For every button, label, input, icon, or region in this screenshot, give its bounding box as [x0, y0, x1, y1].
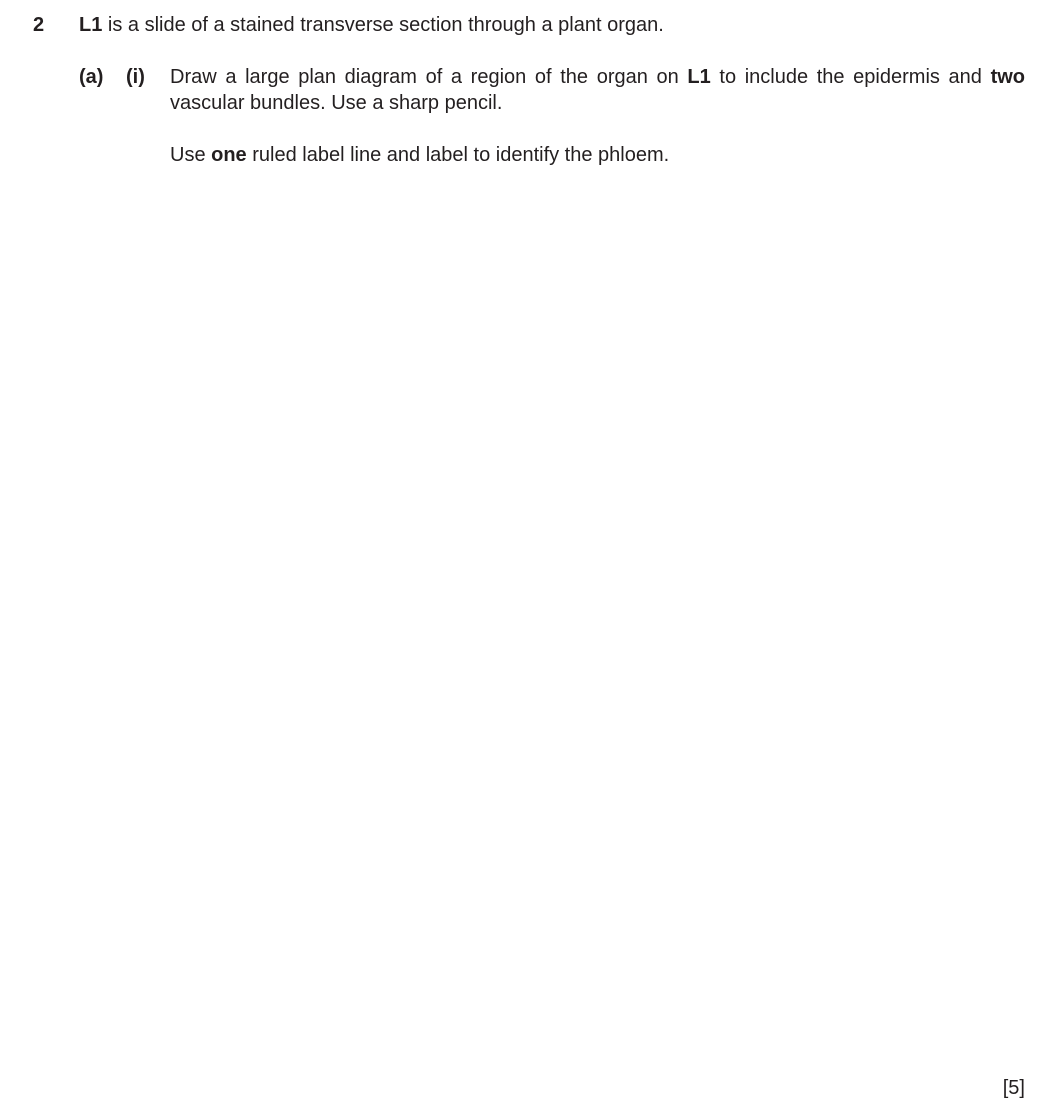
label-instruction-text-2: ruled label line and label to identify the phloem. [246, 144, 670, 166]
marks-allocation: [5] [1002, 1077, 1025, 1099]
instruction-text-1: Draw a large plan diagram of a region of the organ on [170, 66, 688, 88]
instruction-bold-ref: L1 [687, 66, 711, 88]
subpart-label: (i) [126, 66, 145, 88]
question-stem [79, 12, 664, 38]
drawing-answer-space[interactable] [170, 190, 1025, 1050]
instruction-bold-count: two [990, 66, 1025, 88]
label-instruction [170, 142, 669, 168]
stem-text: is a slide of a stained transverse section through a plant organ. [102, 14, 664, 36]
instruction-text-3: vascular bundles. Use a sharp pencil. [170, 92, 503, 114]
instruction-text-2: to include the epidermis and [710, 66, 991, 88]
question-number: 2 [33, 14, 45, 36]
label-instruction-bold: one [211, 144, 247, 166]
drawing-instruction [170, 64, 1025, 116]
label-instruction-text-1: Use [170, 144, 212, 166]
slide-reference: L1 [79, 14, 103, 36]
part-label: (a) [79, 66, 104, 88]
